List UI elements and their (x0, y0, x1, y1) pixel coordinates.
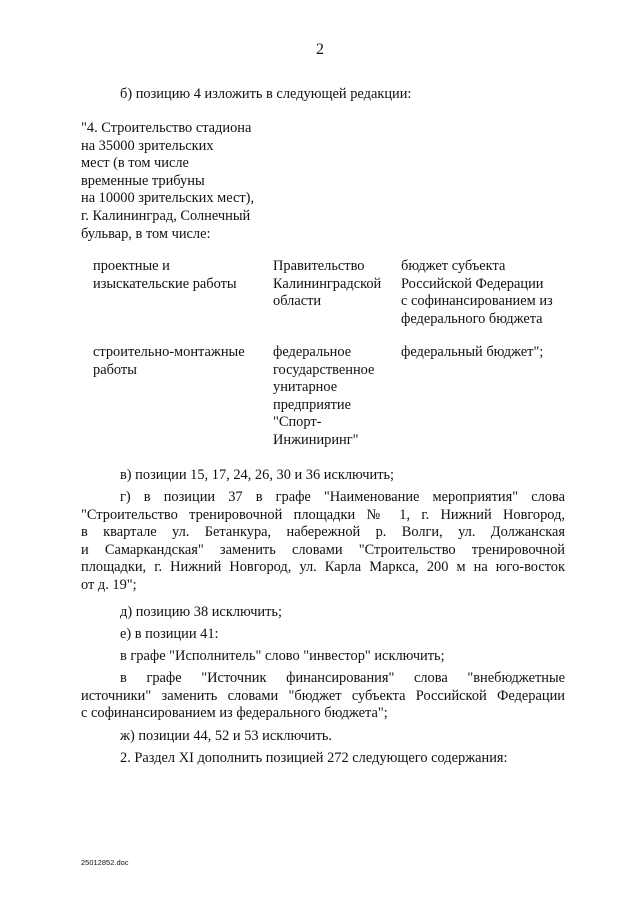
paragraph-g-line: от д. 19"; (81, 576, 137, 593)
paragraph-g-line: площадки, г. Нижний Новгород, ул. Карла Маркса, 200 м на юго-восток (81, 559, 565, 576)
item-4-line: бульвар, в том числе: (81, 225, 211, 242)
paragraph-g-line: "Строительство тренировочной площадки № 1, г. Нижний Новгород, (81, 506, 565, 523)
item-4-title (81, 120, 254, 243)
item-4-line: временные трибуны (81, 172, 205, 189)
paragraph-e-source-line: с софинансированием из федерального бюджета"; (81, 705, 388, 722)
item-4-line: "4. Строительство стадиона (81, 120, 252, 136)
paragraph-e-source-line: в графе "Источник финансирования" слова "внебюджетные (120, 670, 565, 686)
paragraph-e-executor: в графе "Исполнитель" слово "инвестор" исключить; (120, 648, 445, 664)
paragraph-g-line: в квартале ул. Бетанкура, набережной р. Волги, ул. Должанская (81, 524, 565, 541)
item-4-line: на 35000 зрительских (81, 137, 214, 154)
paragraph-e-source (81, 670, 565, 723)
paragraph-e-source-line: источники" заменить словами "бюджет субъекта Российской Федерации (81, 687, 565, 704)
paragraph-zh: ж) позиции 44, 52 и 53 исключить. (120, 728, 333, 744)
item-4-line: г. Калининград, Солнечный (81, 207, 251, 224)
paragraph-2: 2. Раздел XI дополнить позицией 272 следующего содержания: (120, 750, 508, 766)
row-1-work: проектные и изыскательские работы (93, 258, 237, 292)
row-2-work: строительно-монтажные работы (93, 344, 245, 378)
paragraph-b: б) позицию 4 изложить в следующей редакции: (120, 86, 412, 102)
paragraph-g (81, 489, 565, 595)
row-1-executor: Правительство Калининградской области (273, 258, 382, 310)
footer-document-code: 25012852.doc (81, 858, 129, 867)
paragraph-g-line: г) в позиции 37 в графе "Наименование мероприятия" слова (120, 489, 565, 505)
paragraph-e: е) в позиции 41: (120, 626, 219, 642)
item-4-line: мест (в том числе (81, 155, 189, 172)
row-2-executor: федеральное государственное унитарное предприятие "Спорт- Инжиниринг" (273, 344, 375, 448)
paragraph-v: в) позиции 15, 17, 24, 26, 30 и 36 исключить; (120, 467, 395, 483)
paragraph-g-line: и Самаркандская" заменить словами "Строительство тренировочной (81, 541, 565, 558)
page-number: 2 (316, 41, 324, 58)
item-4-line: на 10000 зрительских мест), (81, 190, 255, 207)
paragraph-d: д) позицию 38 исключить; (120, 604, 282, 620)
row-2-source: федеральный бюджет"; (401, 344, 544, 360)
row-1-source: бюджет субъекта Российской Федерации с софинансированием из федерального бюджета (401, 258, 553, 327)
